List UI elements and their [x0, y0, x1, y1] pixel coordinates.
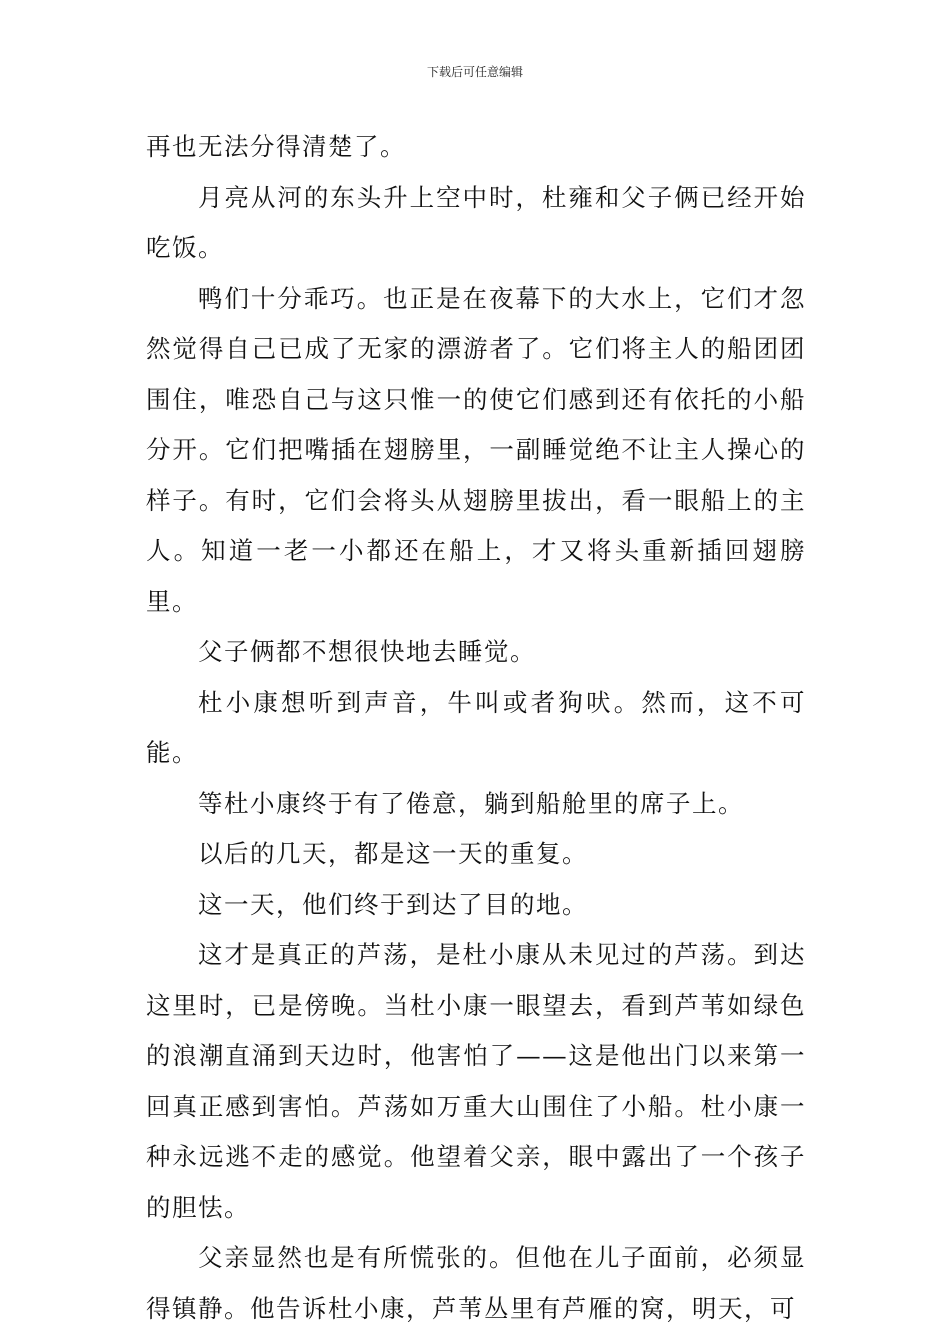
paragraph: 这一天，他们终于到达了目的地。	[198, 889, 588, 919]
paragraph: 以后的几天，都是这一天的重复。	[198, 839, 588, 868]
paragraph: 月亮从河的东头升上空中时，杜雍和父子俩已经开始吃饭。	[146, 182, 806, 262]
document-body	[146, 122, 806, 1334]
paragraph: 再也无法分得清楚了。	[146, 132, 406, 161]
paragraph: 等杜小康终于有了倦意，躺到船舱里的席子上。	[198, 788, 744, 818]
paragraph: 父亲显然也是有所慌张的。但他在儿子面前，必须显得镇静。他告诉杜小康，芦苇丛里有芦雁的窝，明天，可	[146, 1243, 806, 1323]
paragraph: 鸭们十分乖巧。也正是在夜幕下的大水上，它们才忽然觉得自己已成了无家的漂游者了。它们将主人的船团团围住，唯恐自己与这只惟一的使它们感到还有依托的小船分开。它们把嘴插在翅膀里，一副睡觉绝不让主人操心的样子。有时，它们会将头从翅膀里拔出，看一眼船上的主人。知道一老一小都还在船上，才又将头重新插回翅膀里。	[146, 283, 806, 616]
paragraph: 父子俩都不想很快地去睡觉。	[198, 637, 536, 666]
paragraph: 这才是真正的芦荡，是杜小康从未见过的芦荡。到达这里时，已是傍晚。当杜小康一眼望去，看到芦苇如绿色的浪潮直涌到天边时，他害怕了——这是他出门以来第一回真正感到害怕。芦荡如万重大山围住了小船。杜小康一种永远逃不走的感觉。他望着父亲，眼中露出了一个孩子的胆怯。	[146, 940, 806, 1222]
paragraph: 杜小康想听到声音，牛叫或者狗吠。然而，这不可能。	[146, 687, 806, 767]
page-header: 下载后可任意编辑	[426, 65, 523, 79]
